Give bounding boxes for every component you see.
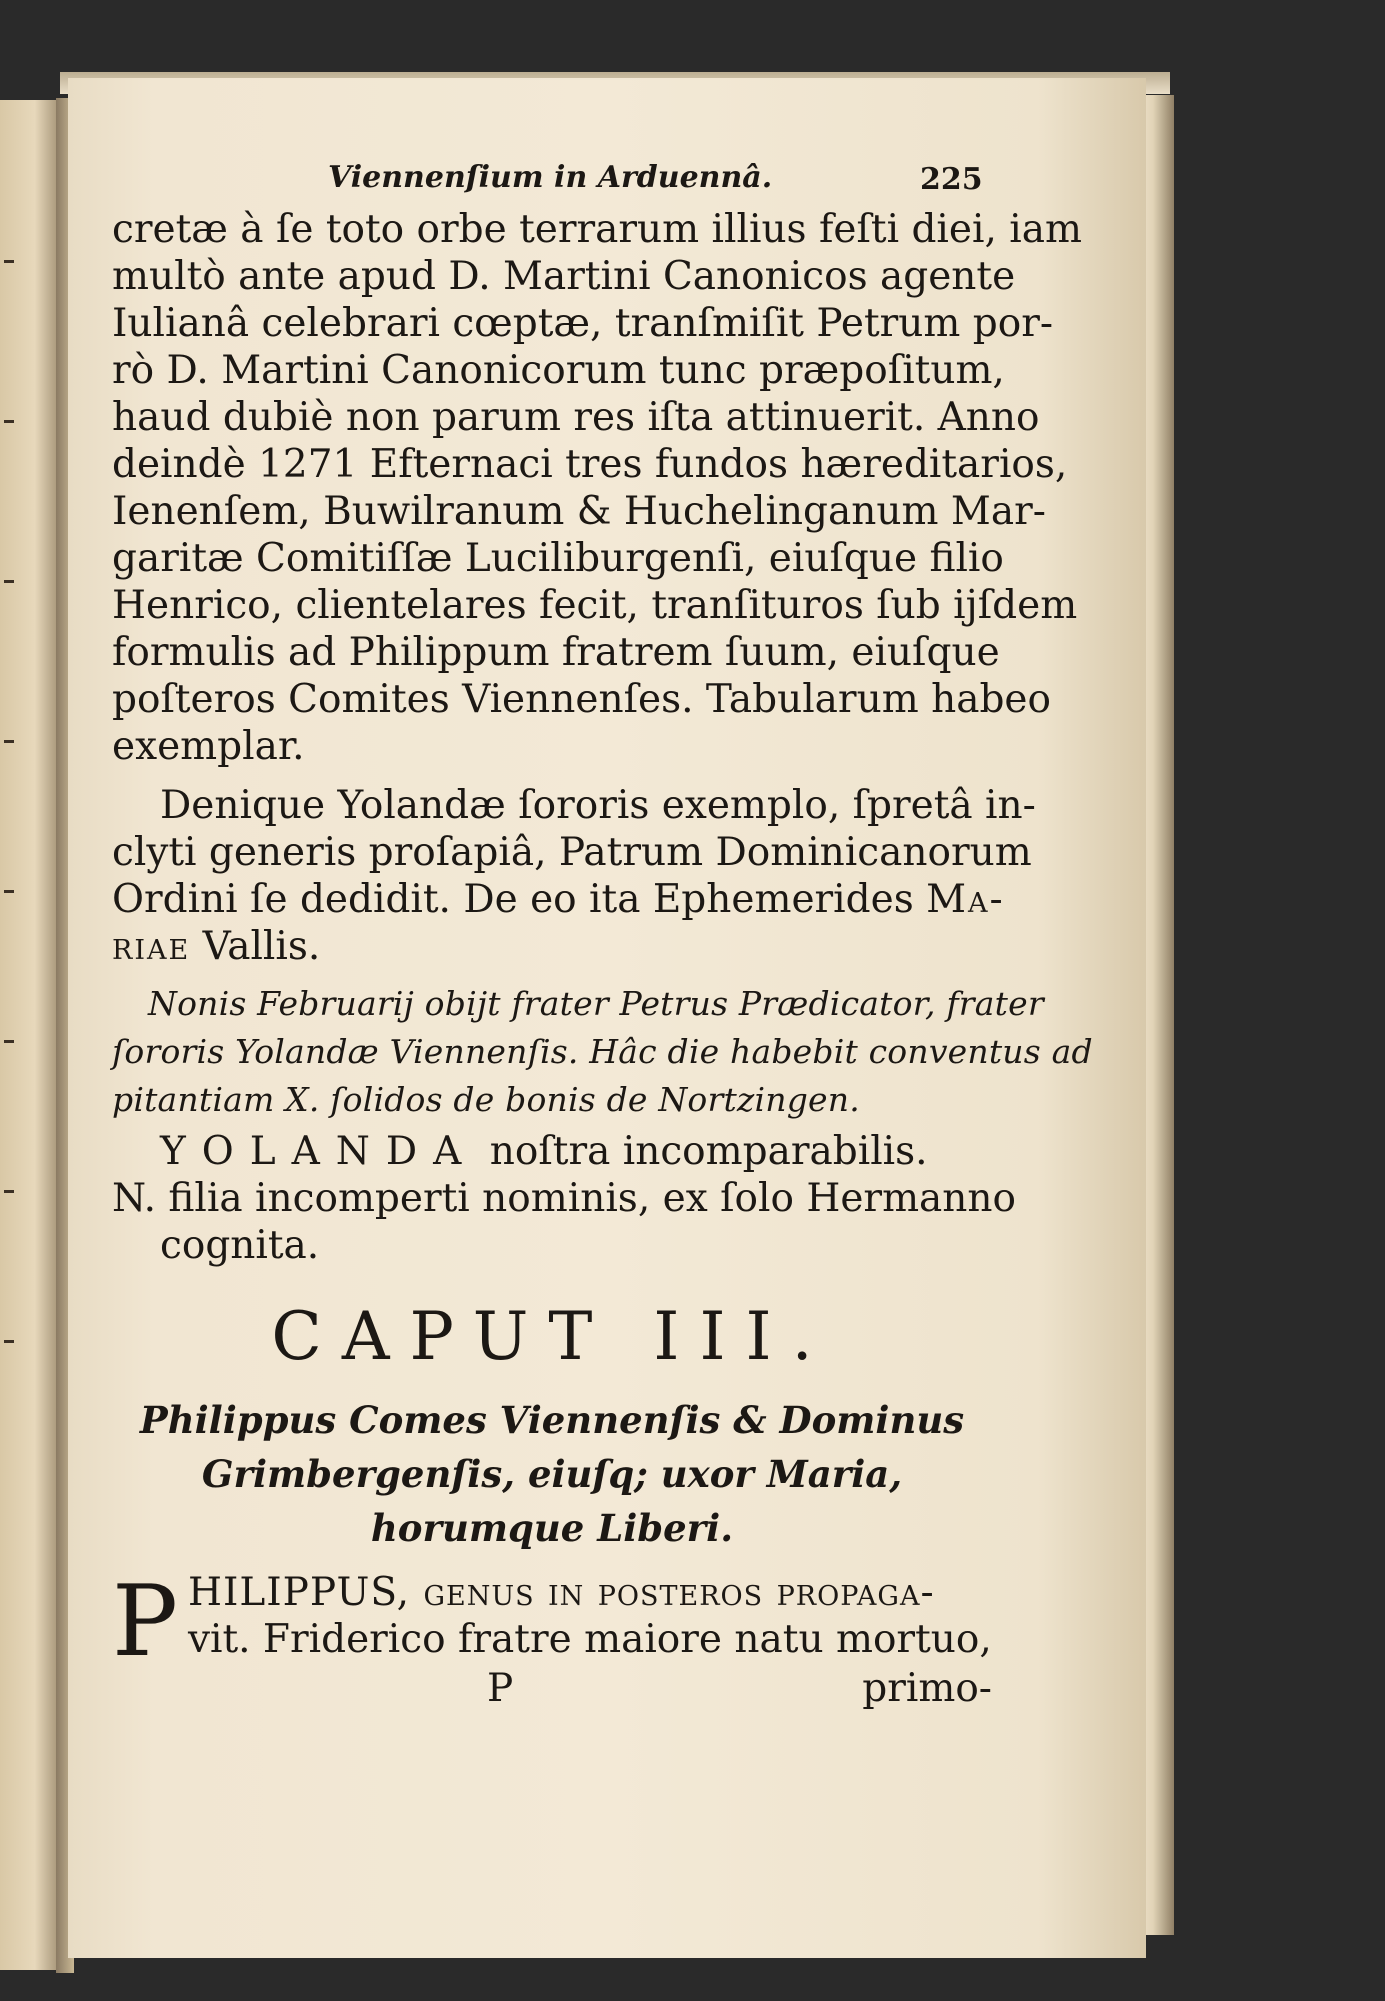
quote-line: pitantiam X. ſolidos de bonis de Nortzingen. (112, 1080, 860, 1119)
catchword: primo- (862, 1666, 992, 1711)
n-filia-entry (112, 1175, 1017, 1269)
quote-line: Nonis Februarij obijt frater Petrus Prædicator, frater (148, 984, 1044, 1023)
margin-mark (4, 890, 14, 893)
page-number: 225 (920, 162, 983, 197)
running-head: Viennenſium in Arduennâ. (328, 160, 773, 195)
yolanda-entry (112, 1128, 992, 1175)
drop-initial: P (112, 1565, 178, 1679)
text-line: poſteros Comites Viennenſes. Tabularum habeo (112, 677, 1051, 722)
text-line (112, 876, 1005, 923)
text-line: deindè 1271 Efternaci tres fundos hæreditarios, (112, 442, 1068, 487)
smallcaps-fragment: Ma- (926, 877, 1005, 922)
text-fragment: Vallis. (202, 924, 321, 969)
text-line: exemplar. (112, 724, 305, 769)
text-line: haud dubiè non parum res iſta attinuerit. Anno (112, 395, 1040, 440)
subheading-line: horumque Liberi. (370, 1506, 734, 1550)
margin-mark (4, 420, 14, 423)
smallcaps-fragment: riae (112, 924, 191, 969)
quoted-ephemeris (112, 980, 1093, 1124)
text-line: clyti generis proſapiâ, Patrum Dominicanorum (112, 830, 1032, 875)
margin-mark (4, 740, 14, 743)
text-line: rò D. Martini Canonicorum tunc præpoſitum, (112, 348, 1005, 393)
text-line (112, 923, 992, 970)
text-line: Iulianâ celebrari cœptæ, tranſmiſit Petrum por- (112, 301, 1054, 346)
text-fragment: Ordini ſe dedidit. De eo ita Ephemerides (112, 877, 914, 922)
text-fragment: noſtra incomparabilis. (489, 1129, 928, 1174)
chapter-heading: CAPUT III. (271, 1298, 833, 1375)
text-line: Ienenſem, Buwilranum & Huchelinganum Mar- (112, 489, 1046, 534)
yolanda-name: YOLANDA (160, 1129, 478, 1174)
page-text (112, 206, 1093, 1712)
quote-line: ſororis Yolandæ Viennenſis. Hâc die habebit conventus ad (112, 1032, 1093, 1071)
text-line: multò ante apud D. Martini Canonicos agente (112, 254, 1016, 299)
text-line: garitæ Comitiſſæ Luciliburgenſi, eiuſque filio (112, 536, 1004, 581)
page-footer (112, 1665, 992, 1712)
text-line: Denique Yolandæ ſororis exemplo, ſpretâ in- (160, 783, 1036, 828)
subheading-line: Philippus Comes Viennenſis & Dominus (139, 1398, 965, 1442)
text-line: vit. Friderico fratre maiore natu mortuo, (187, 1617, 992, 1662)
margin-mark (4, 260, 14, 263)
text-line: HILIPPUS, genus in poſteros propaga- (187, 1570, 935, 1615)
paragraph-1 (112, 206, 1082, 770)
subheading-line: Grimbergenſis, eiuſq; uxor Maria, (201, 1452, 903, 1496)
margin-mark (4, 1190, 14, 1193)
paragraph-2 (112, 782, 1036, 970)
text-line: cretæ à ſe toto orbe terrarum illius feſti diei, iam (112, 207, 1082, 252)
text-line: Henrico, clientelares fecit, tranſituros ſub ijſdem (112, 583, 1078, 628)
margin-mark (4, 1040, 14, 1043)
signature-mark: P (487, 1666, 514, 1711)
previous-page-edge (0, 100, 58, 1970)
margin-mark (4, 1340, 14, 1343)
margin-mark (4, 580, 14, 583)
text-line: formulis ad Philippum fratrem ſuum, eiuſque (112, 630, 1000, 675)
text-line: cognita. (160, 1223, 320, 1268)
text-line (112, 1128, 992, 1175)
final-paragraph (112, 1565, 992, 1679)
chapter-subheading (112, 1393, 992, 1555)
text-line: N. filia incomperti nominis, ex ſolo Hermanno (112, 1176, 1017, 1221)
